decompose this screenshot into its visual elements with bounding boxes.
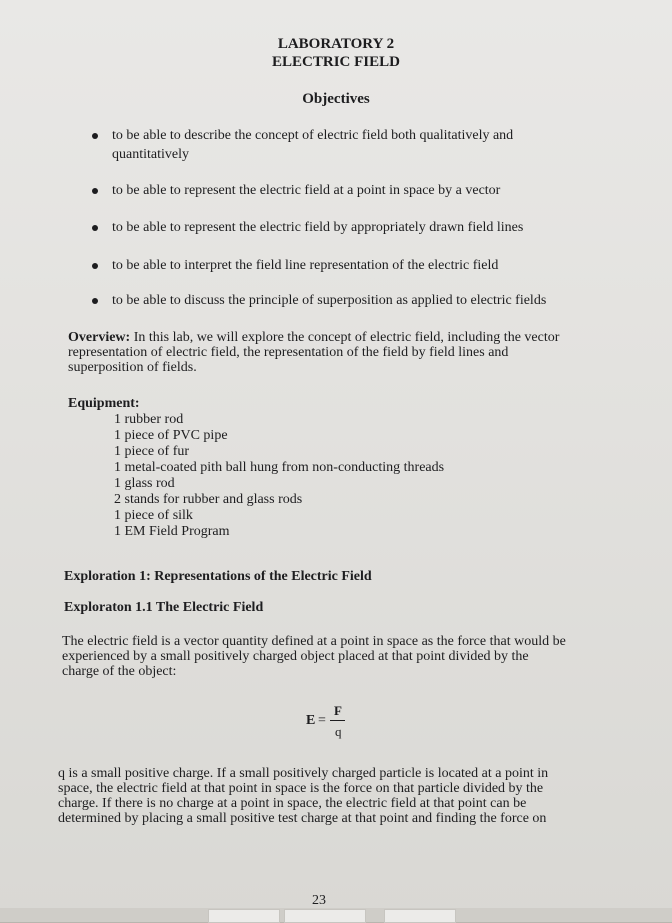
formula-numerator: F [334, 703, 342, 718]
definition-paragraph: The electric field is a vector quantity defined at a point in space as the force that would be experienced by a small positively charged object placed at that point divided by the charge of the object: [62, 634, 566, 679]
objective-item: to be able to describe the concept of electric field both qualitatively and quantitatively [112, 128, 514, 162]
bullet-icon [92, 263, 98, 269]
page-thumbnail [284, 909, 366, 923]
objectives-heading: Objectives [302, 91, 370, 107]
equipment-item: 1 EM Field Program [114, 524, 230, 539]
overview-paragraph: Overview: In this lab, we will explore the concept of electric field, including the vector representation of electric field, the representation of the field by field lines and superposition of fields. [68, 330, 560, 375]
equipment-list [114, 412, 444, 539]
equipment-item: 1 piece of fur [114, 444, 190, 459]
objective-item: to be able to represent the electric field at a point in space by a vector [112, 183, 501, 198]
bullet-icon [92, 298, 98, 304]
page-number: 23 [312, 893, 326, 908]
exploration-subheading: Exploraton 1.1 The Electric Field [64, 600, 264, 615]
equipment-item: 1 glass rod [114, 476, 175, 491]
lab-title: ELECTRIC FIELD [272, 54, 400, 70]
objective-item: to be able to represent the electric field by appropriately drawn field lines [112, 220, 524, 235]
formula-lhs: E [306, 713, 316, 728]
exploration-heading: Exploration 1: Representations of the Electric Field [64, 569, 372, 584]
objective-item: to be able to discuss the principle of superposition as applied to electric fields [112, 293, 547, 308]
overview-label: Overview: [68, 330, 131, 345]
objective-item: to be able to interpret the field line representation of the electric field [112, 258, 499, 273]
fraction-bar [330, 720, 345, 721]
equipment-heading: Equipment: [68, 396, 140, 411]
equipment-item: 1 metal-coated pith ball hung from non-conducting threads [114, 460, 445, 475]
test-charge-paragraph: q is a small positive charge. If a small positively charged particle is located at a point in space, the electric field at that point in space is the force on that particle divided by the charge. If there is no charge at a point in space, the electric field at that point can be determined by placing a small positive test charge at that point and finding the force on [58, 766, 549, 826]
formula-denominator: q [335, 724, 342, 739]
page-thumbnail [208, 909, 280, 923]
page-thumbnail [384, 909, 456, 923]
bullet-icon [92, 133, 98, 139]
equipment-item: 2 stands for rubber and glass rods [114, 492, 303, 507]
lab-number: LABORATORY 2 [277, 36, 395, 52]
equipment-item: 1 rubber rod [114, 412, 184, 427]
formula-equals: = [318, 713, 326, 728]
equipment-item: 1 piece of silk [114, 508, 193, 523]
bullet-icon [92, 188, 98, 194]
bullet-icon [92, 225, 98, 231]
equipment-item: 1 piece of PVC pipe [114, 428, 228, 443]
